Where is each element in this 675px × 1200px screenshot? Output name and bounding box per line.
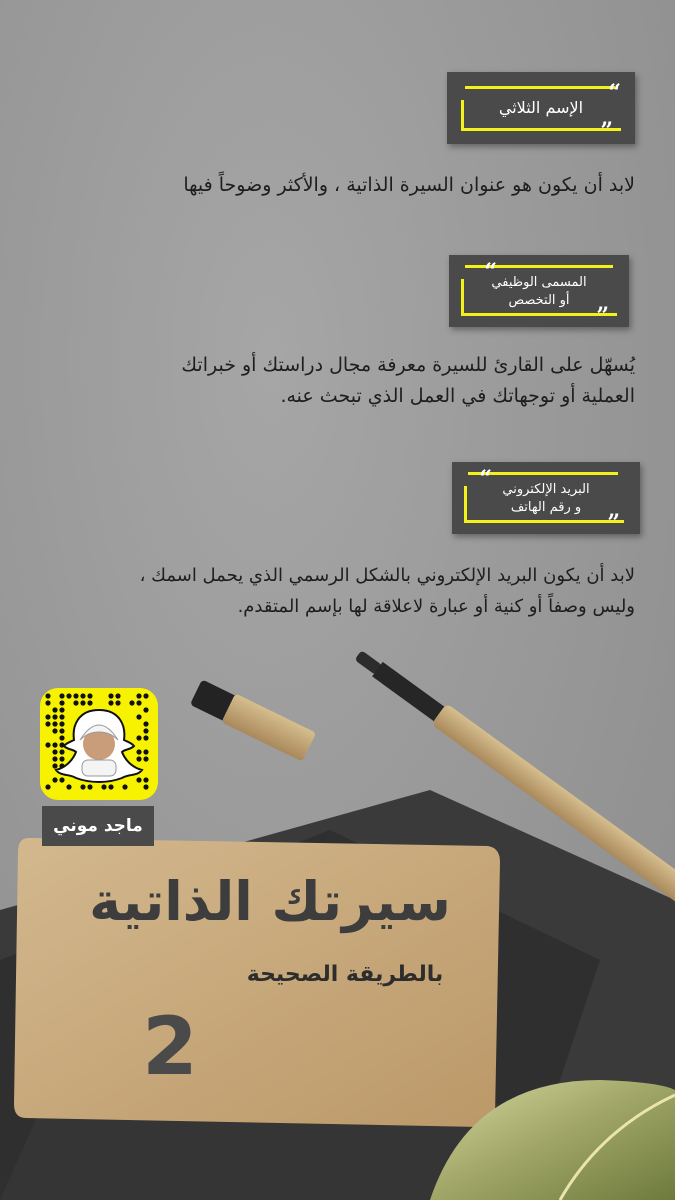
tag-accent-line-bottom xyxy=(461,128,621,131)
close-quote-icon: ” xyxy=(596,303,609,329)
snapcode-dot xyxy=(73,700,78,705)
snapcode-dot xyxy=(115,700,120,705)
snapcode-dot xyxy=(136,714,141,719)
paragraph-line: العملية أو توجهاتك في العمل الذي تبحث عنه. xyxy=(280,385,635,407)
tag-label-line-1: المسمى الوظيفي xyxy=(491,275,587,290)
snapcode-dot xyxy=(45,714,50,719)
snapcode-dot xyxy=(45,700,50,705)
section-tag-email-phone xyxy=(452,462,640,534)
tag-label-line-2: أو التخصص xyxy=(508,293,570,308)
tag-label: الإسم الثلاثي xyxy=(498,98,584,117)
snapcode-dot xyxy=(136,777,141,782)
section-paragraph xyxy=(30,560,635,622)
tag-accent-line-bottom xyxy=(461,313,617,316)
snapcode-dot xyxy=(143,693,148,698)
close-quote-icon: ” xyxy=(607,510,620,536)
snapcode-dot xyxy=(136,756,141,761)
snapcode-dot xyxy=(45,784,50,789)
snapcode-dot xyxy=(143,707,148,712)
snapcode-dot xyxy=(66,693,71,698)
snapcode-dot xyxy=(129,700,134,705)
snapcode-dot xyxy=(52,742,57,747)
paragraph-line: وليس وصفاً أو كنية أو عبارة لاعلاقة لها بإسم المتقدم. xyxy=(237,596,635,617)
pen-grip xyxy=(372,662,447,724)
snapcode-dot xyxy=(80,700,85,705)
snapcode-dot xyxy=(143,735,148,740)
open-quote-icon: “ xyxy=(484,259,497,285)
snapcode-dot xyxy=(87,700,92,705)
snapcode-dot xyxy=(52,749,57,754)
section-tag-full-name xyxy=(447,72,635,144)
snapcode-dot xyxy=(59,721,64,726)
snapcode-dot xyxy=(59,728,64,733)
snapcode-dots-icon xyxy=(40,688,158,800)
snapcode-dot xyxy=(45,721,50,726)
snapcode-dot xyxy=(59,756,64,761)
snapcode-dot xyxy=(143,721,148,726)
snapcode-dot xyxy=(52,721,57,726)
snapcode-dot xyxy=(136,749,141,754)
snapcode-dot xyxy=(59,735,64,740)
snapcode-dot xyxy=(108,693,113,698)
snapcode-dot xyxy=(143,728,148,733)
snapcode-dot xyxy=(87,784,92,789)
snapcode-dot xyxy=(136,693,141,698)
snapcode-dot xyxy=(108,784,113,789)
paragraph-line: لابد أن يكون هو عنوان السيرة الذاتية ، والأكثر وضوحاً فيها xyxy=(183,174,635,196)
snapcode-dot xyxy=(66,784,71,789)
snapcode-dot xyxy=(143,777,148,782)
snapcode-dot xyxy=(101,784,106,789)
snapcode-dot xyxy=(87,693,92,698)
paragraph-line: يُسهّل على القارئ للسيرة معرفة مجال دراستك أو خبراتك xyxy=(181,354,635,376)
tag-label-line-1: البريد الإلكتروني xyxy=(502,482,590,497)
tag-accent-line-top xyxy=(465,86,615,89)
tag-accent-line-bottom xyxy=(464,520,624,523)
snapcode[interactable] xyxy=(40,688,158,800)
section-paragraph xyxy=(30,350,635,412)
tag-label-line-2: و رقم الهاتف xyxy=(510,500,582,515)
paragraph-line: لابد أن يكون البريد الإلكتروني بالشكل الرسمي الذي يحمل اسمك ، xyxy=(139,565,635,586)
snapcode-dot xyxy=(143,749,148,754)
snapcode-dot xyxy=(143,784,148,789)
snapcode-username: ماجد موني xyxy=(42,806,154,846)
open-quote-icon: “ xyxy=(608,80,621,106)
snapcode-dot xyxy=(52,707,57,712)
snapcode-dot xyxy=(73,693,78,698)
snapcode-dot xyxy=(52,756,57,761)
snapcode-dot xyxy=(45,693,50,698)
snapcode-dot xyxy=(80,693,85,698)
snapcode-dot xyxy=(143,756,148,761)
snapcode-dot xyxy=(59,707,64,712)
snapcode-dot xyxy=(108,700,113,705)
section-tag-job-title xyxy=(449,255,629,327)
snapcode-dot xyxy=(52,728,57,733)
snapcode-dot xyxy=(59,749,64,754)
snapcode-dot xyxy=(52,777,57,782)
close-quote-icon: ” xyxy=(600,118,613,144)
snapcode-dot xyxy=(52,763,57,768)
pen-cap xyxy=(189,678,316,762)
snapcode-dot xyxy=(59,714,64,719)
snapcode-dot xyxy=(59,777,64,782)
card-subtitle: بالطريقة الصحيحة xyxy=(246,962,444,987)
snapcode-dot xyxy=(59,693,64,698)
snapcode-dot xyxy=(115,693,120,698)
snapcode-dot xyxy=(122,784,127,789)
cap-body xyxy=(221,693,316,761)
profile-photo-thobe xyxy=(82,760,116,776)
section-paragraph xyxy=(30,170,635,201)
card-title: سيرتك الذاتية xyxy=(89,870,451,933)
snapcode-dot xyxy=(52,714,57,719)
snapcode-dot xyxy=(45,742,50,747)
open-quote-icon: “ xyxy=(479,466,492,492)
card-part-number: 2 xyxy=(142,1000,198,1093)
snapcode-dot xyxy=(59,700,64,705)
snapcode-dot xyxy=(80,784,85,789)
snapcode-dot xyxy=(136,735,141,740)
snapcode-dot xyxy=(136,700,141,705)
